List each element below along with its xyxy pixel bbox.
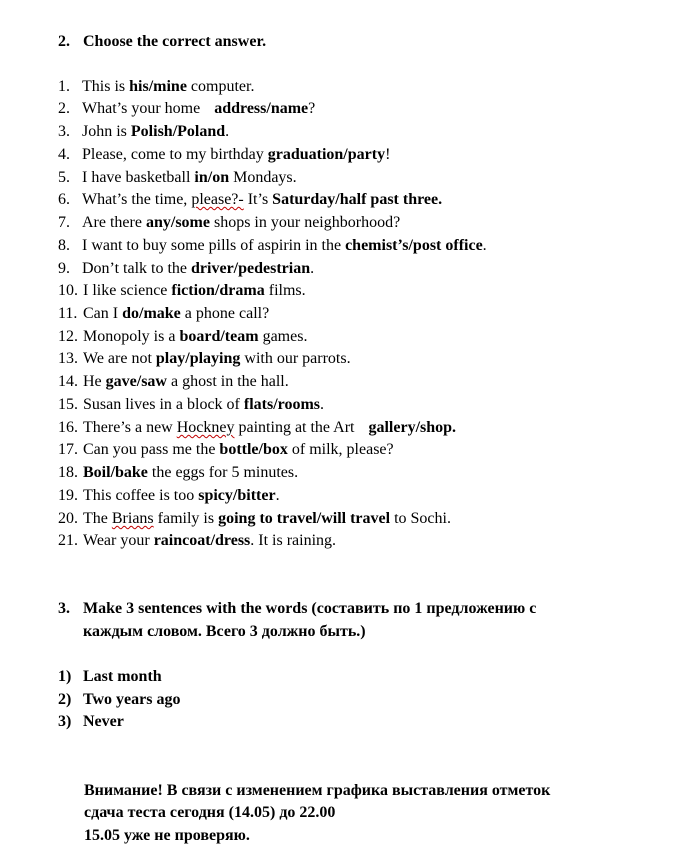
section-2-heading: [0, 31, 682, 53]
item-number: 21.: [58, 532, 78, 549]
list-item: [0, 417, 682, 439]
item-suffix: ?: [308, 100, 316, 117]
item-text: [83, 280, 306, 302]
item-middle: painting at the Art: [234, 419, 355, 436]
list-item: [0, 76, 682, 98]
answer-options: Polish/Poland: [130, 123, 226, 140]
item-text: [82, 144, 390, 166]
item-text: [83, 417, 456, 439]
item-prefix: The: [83, 510, 112, 527]
item-prefix: Please, come to my birthday: [82, 146, 268, 163]
item-suffix: a ghost in the hall.: [166, 373, 289, 390]
item-number: 3.: [58, 123, 70, 140]
answer-options: gave/saw: [105, 373, 167, 390]
answer-options: address/name: [214, 100, 309, 117]
item-prefix: This is: [82, 78, 130, 95]
item-number: 16.: [58, 419, 78, 436]
item-suffix: of milk, please?: [287, 441, 394, 458]
notice-line-2: сдача теста сегодня (14.05) до 22.00: [84, 804, 336, 821]
item-text: [82, 235, 487, 257]
list-item: [0, 394, 682, 416]
list-item: [0, 666, 682, 688]
item-number: 15.: [58, 396, 78, 413]
item-suffix: shops in your neighborhood?: [209, 214, 401, 231]
item-middle: family is: [153, 510, 219, 527]
item-suffix: the eggs for 5 minutes.: [147, 464, 299, 481]
answer-options: bottle/box: [219, 441, 288, 458]
item-number: 7.: [58, 214, 70, 231]
answer-options: spicy/bitter: [198, 487, 276, 504]
list-item: [0, 167, 682, 189]
item-text: [82, 212, 400, 234]
answer-options: Saturday/half past three.: [272, 191, 443, 208]
item-prefix: Don’t talk to the: [82, 260, 192, 277]
item-suffix: . It is raining.: [250, 532, 337, 549]
item-prefix: There’s a new: [83, 419, 177, 436]
spellcheck-word: please?-: [191, 191, 244, 208]
list-item: [0, 121, 682, 143]
item-suffix: .: [320, 396, 325, 413]
answer-options: driver/pedestrian: [191, 260, 311, 277]
item-text: [83, 508, 451, 530]
answer-options: board/team: [179, 328, 259, 345]
item-prefix: I want to buy some pills of aspirin in the: [82, 237, 346, 254]
answer-options: play/playing: [155, 350, 241, 367]
item-prefix: I have basketball: [82, 169, 195, 186]
item-prefix: This coffee is too: [83, 487, 199, 504]
item-prefix: Wear your: [83, 532, 154, 549]
item-number: 19.: [58, 487, 78, 504]
item-number: 14.: [58, 373, 78, 390]
item-number: 12.: [58, 328, 78, 345]
section-2-number: 2.: [58, 33, 70, 50]
spellcheck-word: Hockney: [176, 419, 235, 436]
answer-options: chemist’s/post office: [345, 237, 483, 254]
item-text: [82, 121, 229, 143]
item-text: [83, 303, 269, 325]
section-3-number: 3.: [58, 600, 70, 617]
section-3-title-line1: Make 3 sentences with the words (составить по 1 предложению с: [83, 600, 537, 617]
list-item: [0, 144, 682, 166]
list-item: [0, 508, 682, 530]
answer-options: going to travel/will travel: [218, 510, 391, 527]
notice-line-1: Внимание! В связи с изменением графика выставления отметок: [84, 782, 551, 799]
item-prefix: Can you pass me the: [83, 441, 220, 458]
section-3-heading: [0, 598, 682, 620]
item-text: Never: [83, 713, 124, 730]
item-suffix: !: [385, 146, 391, 163]
item-suffix: computer.: [186, 78, 255, 95]
item-text: [83, 326, 307, 348]
answer-options: Boil/bake: [83, 464, 148, 481]
list-item: [0, 326, 682, 348]
item-text: [83, 439, 394, 461]
answer-options: gallery/shop.: [368, 419, 457, 436]
item-text: [83, 371, 289, 393]
item-prefix: Susan lives in a block of: [83, 396, 244, 413]
item-text: [83, 485, 280, 507]
item-number: 8.: [58, 237, 70, 254]
item-number: 1): [58, 668, 72, 685]
item-text: [83, 530, 336, 552]
list-item: [0, 348, 682, 370]
item-text: [82, 167, 297, 189]
item-prefix: He: [83, 373, 106, 390]
item-number: 9.: [58, 260, 70, 277]
answer-options: flats/rooms: [243, 396, 321, 413]
item-number: 2): [58, 691, 72, 708]
item-prefix: What’s your home: [82, 100, 201, 117]
item-number: 1.: [58, 78, 70, 95]
list-item: [0, 258, 682, 280]
list-item: [0, 212, 682, 234]
item-number: 18.: [58, 464, 78, 481]
item-number: 4.: [58, 146, 70, 163]
item-number: 2.: [58, 100, 70, 117]
answer-options: fiction/drama: [171, 282, 265, 299]
item-text: [83, 348, 351, 370]
item-suffix: to Sochi.: [390, 510, 451, 527]
item-number: 11.: [58, 305, 78, 322]
item-number: 3): [58, 713, 72, 730]
item-suffix: films.: [264, 282, 306, 299]
item-text: [82, 189, 442, 211]
item-prefix: Monopoly is a: [83, 328, 180, 345]
item-prefix: John is: [82, 123, 131, 140]
list-item: [0, 280, 682, 302]
item-suffix: .: [275, 487, 280, 504]
list-item: [0, 689, 682, 711]
list-item: [0, 98, 682, 120]
item-text: [82, 98, 315, 120]
answer-options: any/some: [145, 214, 210, 231]
item-text: [83, 394, 324, 416]
list-item: [0, 711, 682, 733]
list-item: [0, 371, 682, 393]
item-text: [82, 76, 254, 98]
list-item: [0, 303, 682, 325]
item-text: [83, 462, 298, 484]
notice-line-3: 15.05 уже не проверяю.: [84, 827, 250, 844]
item-suffix: with our parrots.: [240, 350, 351, 367]
answer-options: graduation/party: [267, 146, 386, 163]
item-prefix: Can I: [83, 305, 123, 322]
item-text: Last month: [83, 668, 162, 685]
item-middle: It’s: [243, 191, 273, 208]
item-number: 13.: [58, 350, 78, 367]
item-text: [82, 258, 314, 280]
item-prefix: I like science: [83, 282, 172, 299]
answer-options: do/make: [122, 305, 181, 322]
answer-options: in/on: [194, 169, 230, 186]
item-number: 20.: [58, 510, 78, 527]
list-item: [0, 189, 682, 211]
section-3-heading-cont: [0, 621, 682, 643]
section-2-title: Choose the correct answer.: [83, 33, 267, 50]
answer-options: raincoat/dress: [153, 532, 251, 549]
item-number: 10.: [58, 282, 78, 299]
item-prefix: Are there: [82, 214, 146, 231]
section-3-title-line2: каждым словом. Всего 3 должно быть.): [83, 623, 366, 640]
list-item: [0, 235, 682, 257]
answer-options: his/mine: [129, 78, 187, 95]
item-suffix: .: [482, 237, 487, 254]
list-item: [0, 485, 682, 507]
item-suffix: .: [310, 260, 315, 277]
item-suffix: a phone call?: [180, 305, 270, 322]
spellcheck-word: Brians: [111, 510, 154, 527]
item-number: 5.: [58, 169, 70, 186]
item-prefix: What’s the time,: [82, 191, 192, 208]
list-item: [0, 530, 682, 552]
item-suffix: games.: [258, 328, 308, 345]
item-suffix: .: [225, 123, 230, 140]
item-number: 6.: [58, 191, 70, 208]
item-suffix: Mondays.: [229, 169, 297, 186]
item-prefix: We are not: [83, 350, 156, 367]
list-item: [0, 462, 682, 484]
item-text: Two years ago: [83, 691, 181, 708]
list-item: [0, 439, 682, 461]
item-number: 17.: [58, 441, 78, 458]
